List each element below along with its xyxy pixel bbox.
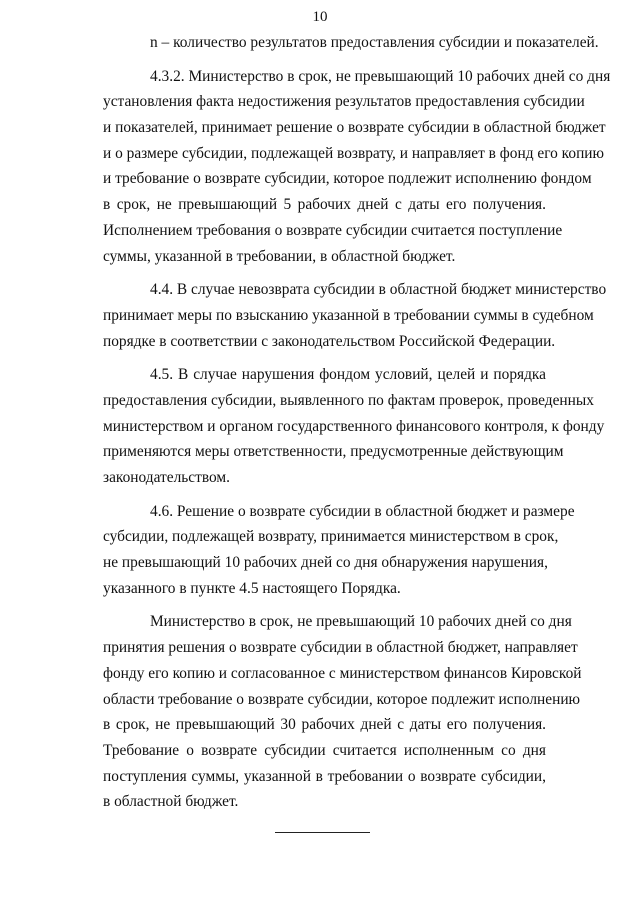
- text-line: предоставления субсидии, выявленного по фактам проверок, проведенных: [103, 391, 594, 409]
- text-line: фонду его копию и согласованное с министерством финансов Кировской: [103, 664, 582, 682]
- text-line: суммы, указанной в требовании, в областной бюджет.: [103, 247, 456, 265]
- text-line: 4.4. В случае невозврата субсидии в областной бюджет министерство: [150, 281, 607, 299]
- paragraph: [103, 362, 605, 490]
- text-line: поступления суммы, указанной в требовании о возврате субсидии,: [103, 767, 546, 785]
- text-line: и показателей, принимает решение о возврате субсидии в областной бюджет: [103, 119, 606, 137]
- text-line: в срок, не превышающий 5 рабочих дней с даты его получения.: [103, 196, 546, 214]
- text-line: n – количество результатов предоставления субсидии и показателей.: [150, 34, 599, 51]
- text-line: Исполнением требования о возврате субсидии считается поступление: [103, 221, 563, 239]
- text-line: применяются меры ответственности, предусмотренные действующим: [103, 443, 564, 461]
- paragraph: [103, 609, 582, 815]
- page-number: 10: [312, 9, 328, 25]
- text-line: субсидии, подлежащей возврату, принимается министерством в срок,: [103, 528, 559, 546]
- end-separator-line: [275, 832, 370, 833]
- text-line: порядке в соответствии с законодательством Российской Федерации.: [103, 332, 556, 350]
- text-line: 4.5. В случае нарушения фондом условий, целей и порядка: [150, 366, 546, 384]
- text-line: и требование о возврате субсидии, которое подлежит исполнению фондом: [103, 170, 592, 188]
- text-line: принятия решения о возврате субсидии в областной бюджет, направляет: [103, 639, 578, 657]
- paragraph: [103, 30, 599, 56]
- text-line: законодательством.: [103, 469, 231, 486]
- text-line: министерством и органом государственного финансового контроля, к фонду: [103, 417, 605, 435]
- text-line: не превышающий 10 рабочих дней со дня обнаружения нарушения,: [103, 554, 548, 572]
- text-line: указанного в пункте 4.5 настоящего Порядка.: [103, 579, 401, 597]
- paragraph: [103, 277, 607, 354]
- text-line: установления факта недостижения результатов предоставления субсидии: [103, 93, 585, 111]
- text-line: Министерство в срок, не превышающий 10 рабочих дней со дня: [150, 613, 572, 631]
- paragraph: [103, 499, 575, 602]
- text-line: принимает меры по взысканию указанной в требовании суммы в судебном: [103, 306, 594, 324]
- document-body: [103, 30, 611, 823]
- text-line: и о размере субсидии, подлежащей возврату, и направляет в фонд его копию: [103, 144, 605, 162]
- text-line: в областной бюджет.: [103, 793, 239, 811]
- text-line: 4.3.2. Министерство в срок, не превышающий 10 рабочих дней со дня: [150, 67, 611, 85]
- text-line: области требование о возврате субсидии, которое подлежит исполнению: [103, 690, 581, 708]
- text-line: в срок, не превышающий 30 рабочих дней с даты его получения.: [103, 716, 546, 734]
- text-line: 4.6. Решение о возврате субсидии в областной бюджет и размере: [150, 502, 575, 520]
- paragraph: [103, 64, 611, 270]
- text-line: Требование о возврате субсидии считается исполненным со дня: [103, 741, 546, 759]
